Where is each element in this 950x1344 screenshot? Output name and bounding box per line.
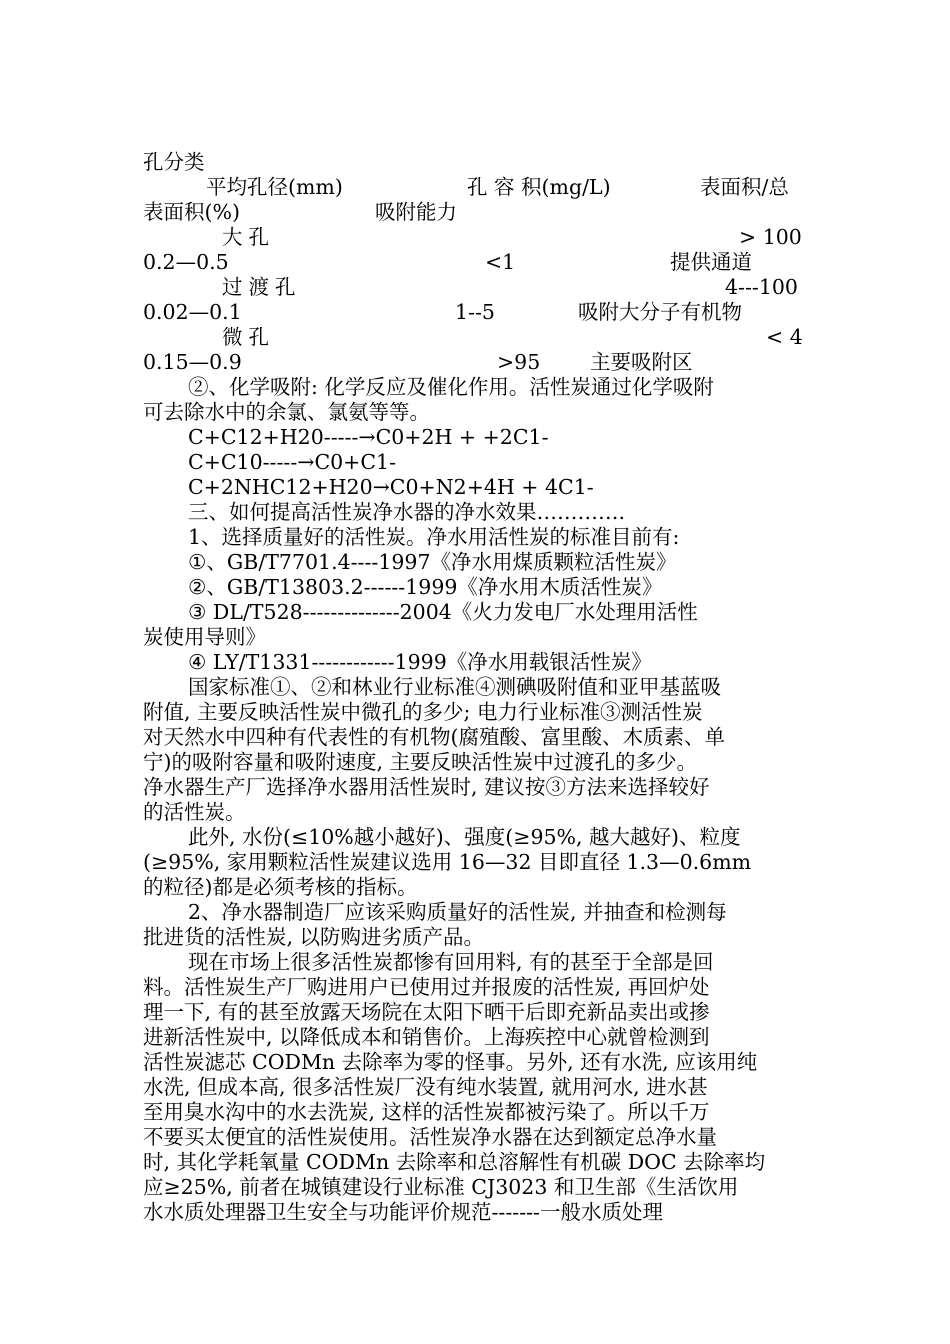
text-line: 水洗, 但成本高, 很多活性炭厂没有纯水装置, 就用河水, 进水甚 [143, 1075, 708, 1099]
text-line: 至用臭水沟中的水去洗炭, 这样的活性炭都被污染了。所以千万 [143, 1100, 710, 1124]
text-line: 0.15—0.9 [143, 350, 242, 374]
text-line: 理一下, 有的甚至放露天场院在太阳下晒干后即充新品卖出或掺 [143, 1000, 710, 1024]
text-line: 0.02—0.1 [143, 300, 242, 324]
text-line: >95 [497, 350, 541, 374]
text-line: C+C10-----→C0+C1- [188, 450, 397, 474]
text-line: 料。活性炭生产厂购进用户已使用过并报废的活性炭, 再回炉处 [143, 975, 710, 999]
text-line: ③ DL/T528--------------2004《火力发电厂水处理用活性 [188, 600, 698, 624]
text-line: < 4 [766, 325, 803, 349]
text-line: ④ LY/T1331------------1999《净水用载银活性炭》 [188, 650, 652, 674]
text-line: 可去除水中的余氯、氯氨等等。 [143, 400, 430, 424]
text-line: ②、化学吸附: 化学反应及催化作用。活性炭通过化学吸附 [188, 375, 714, 399]
text-line: 批进货的活性炭, 以防购进劣质产品。 [143, 925, 485, 949]
text-line: 三、如何提高活性炭净水器的净水效果…………. [188, 500, 626, 524]
text-line: 国家标准①、②和林业行业标准④测碘吸附值和亚甲基蓝吸 [188, 675, 721, 699]
text-line: 微孔 [222, 325, 275, 349]
text-line: 时, 其化学耗氧量 CODMn 去除率和总溶解性有机碳 DOC 去除率均 [143, 1150, 766, 1174]
text-line: 1、选择质量好的活性炭。净水用活性炭的标准目前有: [188, 525, 680, 549]
text-line: 2、净水器制造厂应该采购质量好的活性炭, 并抽查和检测每 [188, 900, 727, 924]
text-line: 的粒径)都是必须考核的指标。 [143, 875, 418, 899]
text-line: 炭使用导则》 [143, 625, 266, 649]
text-line: C+C12+H20-----→C0+2H + +2C1- [188, 425, 549, 449]
text-line: 不要买太便宜的活性炭使用。活性炭净水器在达到额定总净水量 [143, 1125, 717, 1149]
text-line: 吸附大分子有机物 [578, 300, 742, 324]
text-line: 表面积(%) [143, 200, 240, 224]
text-line: (≥95%, 家用颗粒活性炭建议选用 16—32 目即直径 1.3—0.6mm [143, 850, 752, 874]
text-line: ②、GB/T13803.2------1999《净水用木质活性炭》 [188, 575, 663, 599]
text-line: 平均孔径(mm) [206, 175, 343, 199]
text-line: 进新活性炭中, 以降低成本和销售价。上海疾控中心就曾检测到 [143, 1025, 710, 1049]
text-line: 过渡孔 [222, 275, 302, 299]
text-line: <1 [485, 250, 516, 274]
text-line: 宁)的吸附容量和吸附速度, 主要反映活性炭中过渡孔的多少。 [143, 750, 698, 774]
text-line: 表面积/总 [700, 175, 789, 199]
text-line: 1--5 [455, 300, 495, 324]
text-line: 应≥25%, 前者在城镇建设行业标准 CJ3023 和卫生部《生活饮用 [143, 1175, 739, 1199]
text-line: 的活性炭。 [143, 800, 246, 824]
text-line: 提供通道 [670, 250, 752, 274]
text-line: 孔分类 [143, 150, 205, 174]
text-line: 对天然水中四种有代表性的有机物(腐殖酸、富里酸、木质素、单 [143, 725, 725, 749]
text-line: C+2NHC12+H20→C0+N2+4H + 4C1- [188, 475, 594, 499]
text-line: 大孔 [222, 225, 275, 249]
text-line: 现在市场上很多活性炭都惨有回用料, 有的甚至于全部是回 [188, 950, 714, 974]
text-line: 吸附能力 [375, 200, 457, 224]
text-line: > 100 [739, 225, 802, 249]
text-line: 4---100 [725, 275, 798, 299]
text-line: 此外, 水份(≤10%越小越好)、强度(≥95%, 越大越好)、粒度 [188, 825, 741, 849]
text-line: 0.2—0.5 [143, 250, 229, 274]
text-line: 活性炭滤芯 CODMn 去除率为零的怪事。另外, 还有水洗, 应该用纯 [143, 1050, 758, 1074]
text-line: 净水器生产厂选择净水器用活性炭时, 建议按③方法来选择较好 [143, 775, 710, 799]
text-line: 孔 容 积(mg/L) [467, 175, 611, 199]
text-line: 主要吸附区 [590, 350, 693, 374]
text-line: ①、GB/T7701.4----1997《净水用煤质颗粒活性炭》 [188, 550, 677, 574]
text-line: 水水质处理器卫生安全与功能评价规范-------一般水质处理 [143, 1200, 663, 1224]
text-line: 附值, 主要反映活性炭中微孔的多少; 电力行业标准③测活性炭 [143, 700, 703, 724]
